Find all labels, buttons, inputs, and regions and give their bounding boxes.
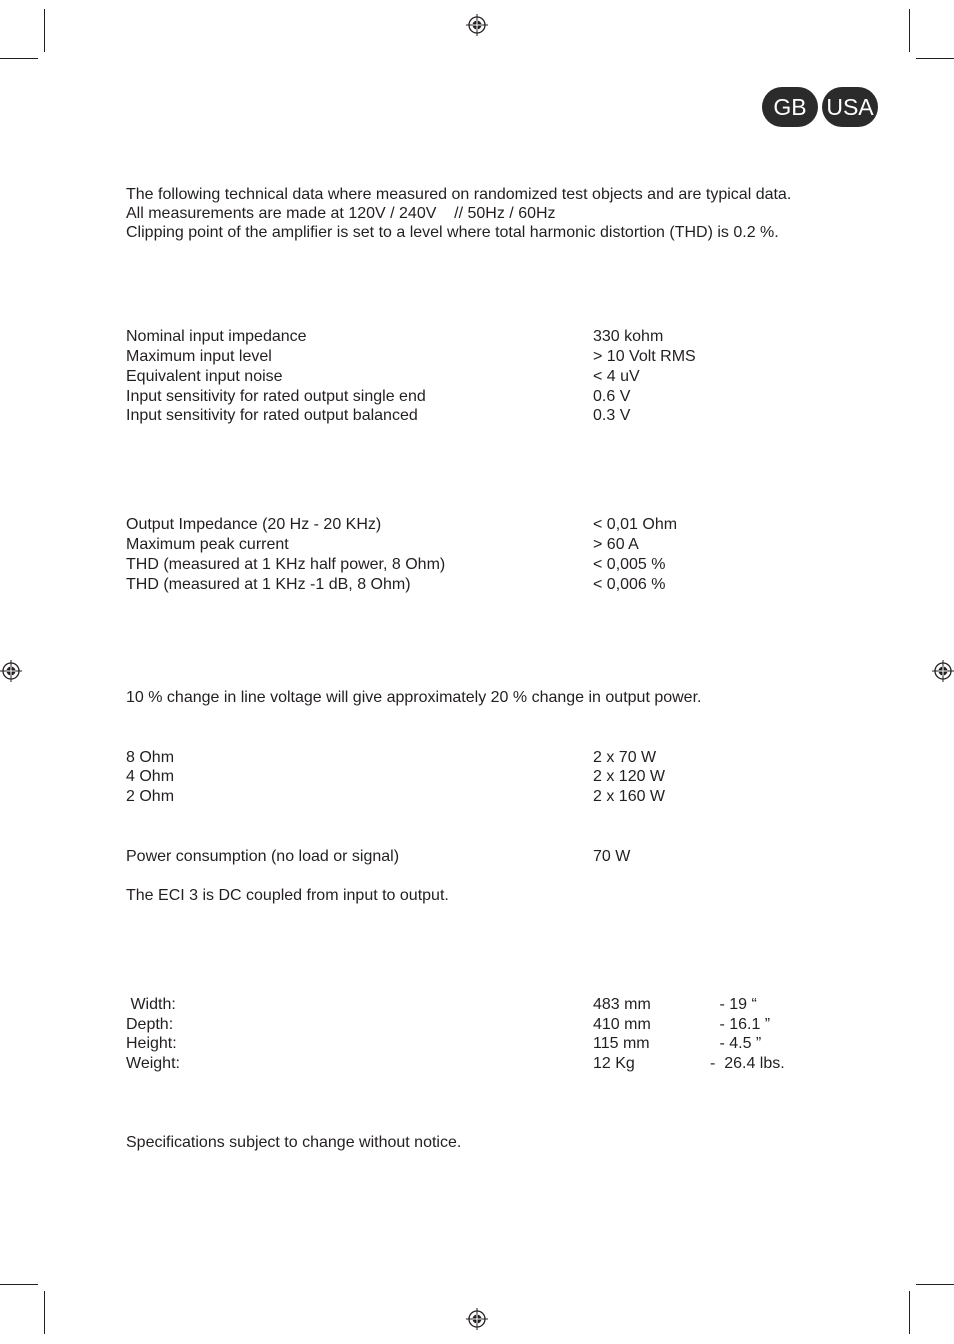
spec-label: Nominal input impedance: [126, 328, 307, 345]
spec-value: > 10 Volt RMS: [593, 348, 696, 365]
spec-label: Output Impedance (20 Hz - 20 KHz): [126, 516, 382, 533]
spec-value: > 60 A: [593, 536, 639, 553]
crop-mark-top-left: [44, 9, 45, 52]
crop-mark-bottom-right-h: [916, 1284, 954, 1285]
spec-value: 2 x 120 W: [593, 768, 666, 785]
dimension-metric: 12 Kg: [593, 1055, 635, 1072]
crop-mark-top-right: [909, 9, 910, 52]
spec-value: 2 x 160 W: [593, 788, 666, 805]
crop-mark-bottom-right: [909, 1291, 910, 1334]
spec-label: Power consumption (no load or signal): [126, 848, 400, 865]
dimension-imperial: - 4.5 ”: [715, 1035, 762, 1052]
dimension-label: Width:: [126, 996, 176, 1013]
spec-value: < 0,01 Ohm: [593, 516, 678, 533]
spec-row: [126, 575, 826, 595]
spec-value: < 4 uV: [593, 368, 640, 385]
dimension-metric: 115 mm: [593, 1035, 650, 1052]
spec-value: 0.6 V: [593, 388, 631, 405]
dimension-label: Height:: [126, 1035, 177, 1052]
spec-row: [126, 387, 826, 407]
spec-label: Maximum input level: [126, 348, 272, 365]
spec-row: [126, 367, 826, 387]
spec-label: THD (measured at 1 KHz half power, 8 Ohm): [126, 556, 446, 573]
registration-mark-icon: [932, 660, 954, 682]
dc-coupled-note: The ECI 3 is DC coupled from input to output.: [126, 887, 449, 904]
spec-value: < 0,006 %: [593, 576, 666, 593]
spec-value: 2 x 70 W: [593, 749, 657, 766]
dimension-imperial: - 19 “: [715, 996, 757, 1013]
crop-mark-top-left-h: [0, 58, 38, 59]
spec-row: [126, 555, 826, 575]
crop-mark-top-right-h: [916, 58, 954, 59]
registration-mark-icon: [466, 14, 488, 36]
crop-mark-bottom-left: [44, 1291, 45, 1334]
badge-usa: USA: [822, 87, 878, 127]
language-badges: [762, 87, 878, 127]
spec-row: [126, 535, 826, 555]
dimension-label: Depth:: [126, 1016, 174, 1033]
badge-gb: GB: [762, 87, 818, 127]
spec-label: 8 Ohm: [126, 749, 175, 766]
spec-label: Input sensitivity for rated output balanced: [126, 407, 418, 424]
dimension-label: Weight:: [126, 1055, 180, 1072]
dimension-imperial: - 26.4 lbs.: [710, 1055, 785, 1072]
dimension-imperial: - 16.1 ”: [715, 1016, 771, 1033]
spec-value: 330 kohm: [593, 328, 664, 345]
spec-row: [126, 748, 826, 768]
spec-value: 70 W: [593, 848, 631, 865]
spec-row: [126, 847, 826, 867]
dimension-metric: 410 mm: [593, 1016, 651, 1033]
spec-row: [126, 347, 826, 367]
spec-label: Equivalent input noise: [126, 368, 283, 385]
dimension-row: [126, 1015, 826, 1035]
dimension-metric: 483 mm: [593, 996, 651, 1013]
spec-value: < 0,005 %: [593, 556, 666, 573]
spec-row: [126, 515, 826, 535]
spec-label: THD (measured at 1 KHz -1 dB, 8 Ohm): [126, 576, 411, 593]
registration-mark-icon: [0, 660, 22, 682]
intro-line: Clipping point of the amplifier is set to a level where total harmonic distortion (THD) is 0.2 %.: [126, 224, 779, 241]
intro-line: All measurements are made at 120V / 240V // 50Hz / 60Hz: [126, 205, 556, 222]
spec-label: 2 Ohm: [126, 788, 175, 805]
dimension-row: [126, 1034, 826, 1054]
spec-row: [126, 787, 826, 807]
spec-label: Maximum peak current: [126, 536, 289, 553]
intro-line: The following technical data where measured on randomized test objects and are typical data.: [126, 186, 792, 203]
line-voltage-note: 10 % change in line voltage will give approximately 20 % change in output power.: [126, 689, 702, 706]
registration-mark-icon: [466, 1308, 488, 1330]
spec-row: [126, 327, 826, 347]
specifications-notice: Specifications subject to change without notice.: [126, 1134, 462, 1151]
spec-label: Input sensitivity for rated output single end: [126, 388, 426, 405]
spec-row: [126, 767, 826, 787]
crop-mark-bottom-left-h: [0, 1284, 38, 1285]
dimension-row: [126, 1054, 826, 1074]
dimension-row: [126, 995, 826, 1015]
spec-row: [126, 406, 826, 426]
spec-value: 0.3 V: [593, 407, 631, 424]
spec-label: 4 Ohm: [126, 768, 175, 785]
